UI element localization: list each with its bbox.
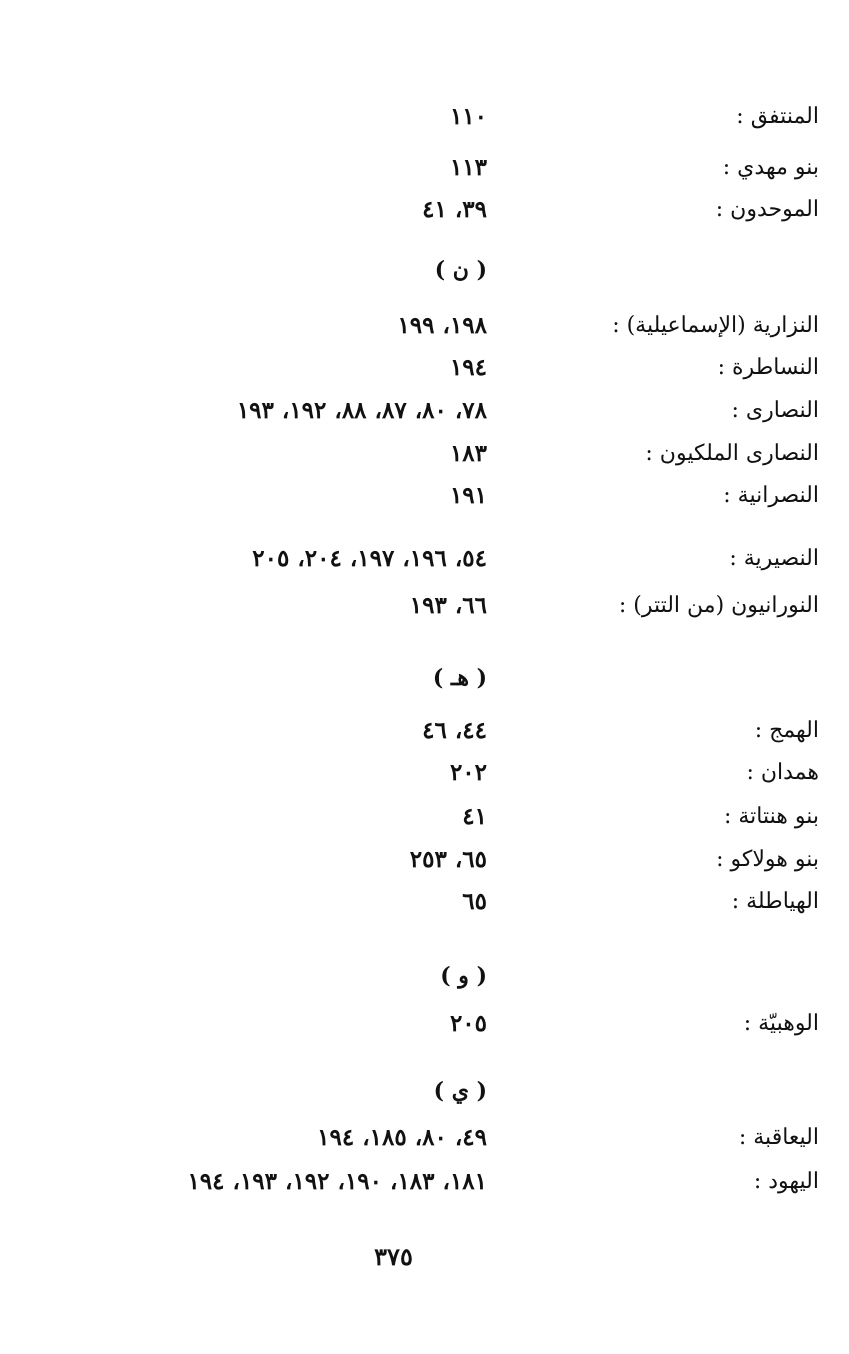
entry-term: النصرانية : [723,483,819,508]
entry-term: النورانيون (من التتر) : [618,593,819,618]
index-entry [0,190,849,230]
entry-pages: ٥٤، ١٩٦، ١٩٧، ٢٠٤، ٢٠٥ [252,545,487,572]
index-entry [0,306,849,346]
entry-term: همدان : [746,760,819,785]
section-heading: ( ي ) [433,1078,487,1104]
index-entry [0,711,849,751]
section-heading: ( و ) [440,963,487,989]
index-entry [0,148,849,188]
index-entry [0,391,849,431]
index-entry [0,797,849,837]
entry-term: الوهبيّة : [743,1011,819,1036]
index-entry [0,1162,849,1202]
index-entry [0,753,849,793]
index-entry [0,539,849,579]
entry-term: بنو هنتاتة : [723,804,819,829]
entry-term: النصارى : [731,398,819,423]
entry-pages: ١٩١ [449,482,487,509]
page-number: ٣٧٥ [374,1242,413,1271]
entry-term: النزارية (الإسماعيلية) : [612,313,819,338]
entry-pages: ٤٩، ٨٠، ١٨٥، ١٩٤ [317,1124,487,1151]
index-entry [0,840,849,880]
index-entry [0,97,849,137]
entry-term: اليهود : [753,1169,819,1194]
entry-term: النصيرية : [729,546,819,571]
index-entry [0,586,849,626]
entry-pages: ١٨١، ١٨٣، ١٩٠، ١٩٢، ١٩٣، ١٩٤ [187,1168,487,1195]
index-entry [0,348,849,388]
entry-pages: ٢٠٥ [449,1010,487,1037]
entry-pages: ٧٨، ٨٠، ٨٧، ٨٨، ١٩٢، ١٩٣ [236,397,487,424]
entry-pages: ١٨٣ [449,440,487,467]
index-entry [0,882,849,922]
entry-term: الهمج : [754,718,819,743]
entry-term: الموحدون : [715,197,819,222]
entry-term: بنو هولاكو : [716,847,819,872]
index-entry [0,1004,849,1044]
entry-pages: ٦٥ [462,888,487,915]
entry-pages: ٢٠٢ [449,759,487,786]
section-heading: ( ن ) [434,257,487,283]
entry-term: النصارى الملكيون : [645,441,819,466]
entry-term: النساطرة : [717,355,819,380]
entry-pages: ٤٤، ٤٦ [422,717,487,744]
entry-term: المنتفق : [736,104,819,129]
entry-pages: ٦٥، ٢٥٣ [409,846,487,873]
entry-pages: ١٩٤ [449,354,487,381]
entry-pages: ١٩٨، ١٩٩ [397,312,487,339]
entry-term: الهياطلة : [731,889,819,914]
index-entry [0,1118,849,1158]
index-entry [0,434,849,474]
entry-term: بنو مهدي : [722,155,819,180]
entry-pages: ١١٣ [449,154,487,181]
entry-pages: ١١٠ [449,103,487,130]
entry-pages: ٤١ [462,803,487,830]
section-heading: ( هـ ) [432,665,487,691]
entry-pages: ٦٦، ١٩٣ [409,592,487,619]
entry-term: اليعاقبة : [738,1125,819,1150]
entry-pages: ٣٩، ٤١ [422,196,487,223]
index-entry [0,476,849,516]
